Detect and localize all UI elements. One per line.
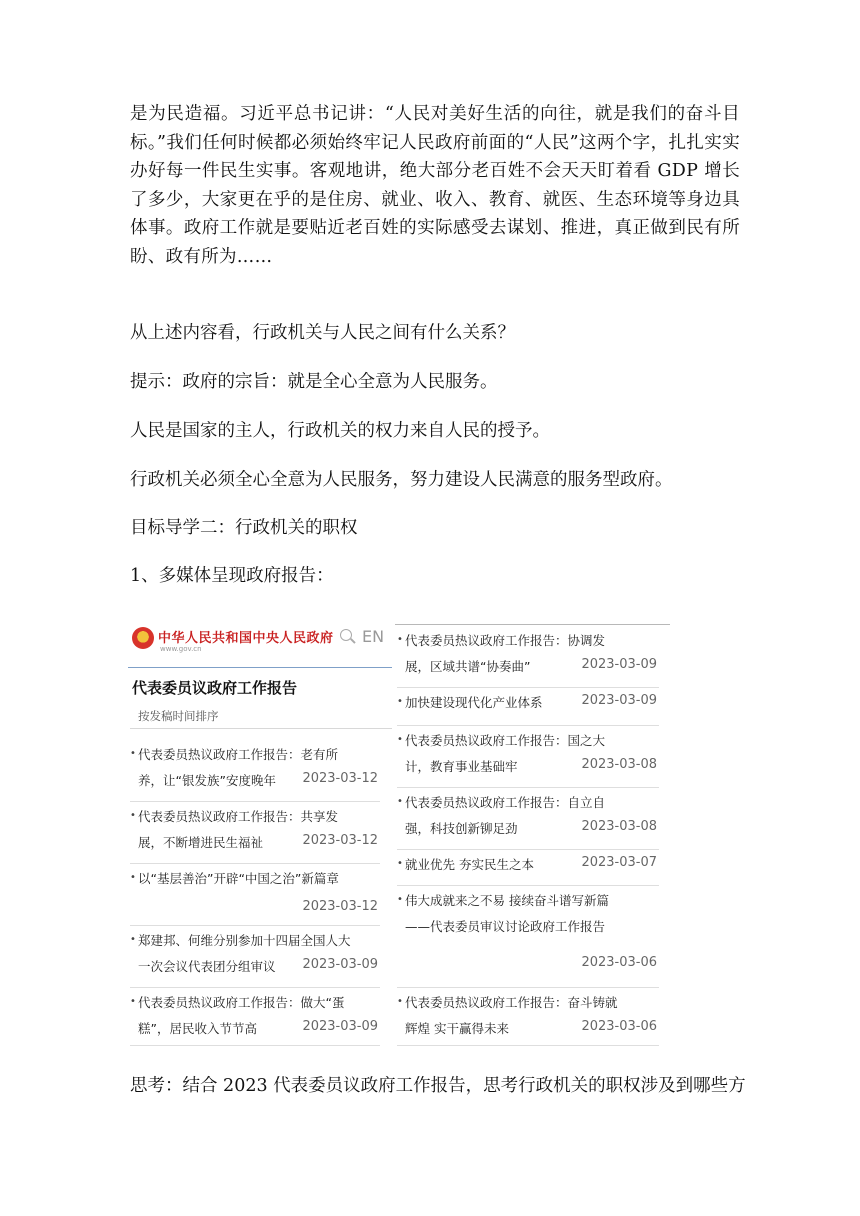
news-title-line1: 代表委员热议政府工作报告：共享发 [138, 809, 339, 824]
news-date: 2023-03-12 [302, 833, 378, 848]
news-title-line1: 就业优先 夯实民生之本 [405, 857, 534, 872]
news-title-line1: 代表委员热议政府工作报告：国之大 [405, 733, 606, 748]
news-title-line2: 强，科技创新铆足劲 [405, 821, 518, 836]
search-icon[interactable] [340, 629, 352, 641]
sort-label[interactable]: 按发稿时间排序 [138, 709, 219, 723]
news-date: 2023-03-08 [581, 819, 657, 834]
divider [130, 728, 392, 729]
news-title-line1: 伟大成就来之不易 接续奋斗谱写新篇 [405, 893, 609, 908]
news-item[interactable] [397, 993, 659, 1046]
news-date: 2023-03-09 [302, 1019, 378, 1034]
news-title-line1: 郑建邦、何维分别参加十四届全国人大 [138, 933, 351, 948]
bullet-icon: • [130, 934, 136, 945]
news-item[interactable] [130, 869, 380, 926]
bullet-icon: • [130, 810, 136, 821]
page-title: 代表委员议政府工作报告 [132, 679, 298, 697]
site-name[interactable]: 中华人民共和国中央人民政府 [158, 631, 334, 646]
item-multimedia-report: 1、多媒体呈现政府报告： [130, 566, 334, 586]
news-item[interactable] [130, 745, 380, 802]
news-date: 2023-03-06 [581, 1019, 657, 1034]
news-title-line2: ——代表委员审议讨论政府工作报告 [405, 919, 606, 934]
screenshot-right-column [395, 607, 670, 1047]
news-title-line1: 代表委员热议政府工作报告：老有所 [138, 747, 339, 762]
news-date: 2023-03-09 [302, 957, 378, 972]
news-item[interactable] [130, 807, 380, 864]
language-toggle[interactable]: EN [362, 627, 385, 646]
closing-question: 思考：结合 2023 代表委员议政府工作报告，思考行政机关的职权涉及到哪些方 [130, 1076, 746, 1096]
news-title-line1: 代表委员热议政府工作报告：协调发 [405, 633, 606, 648]
news-title-line2: 计，教育事业基础牢 [405, 759, 518, 774]
news-title-line1: 代表委员热议政府工作报告：奋斗铸就 [405, 995, 618, 1010]
news-title-line1: 以“基层善治”开辟“中国之治”新篇章 [138, 871, 339, 886]
question-text: 从上述内容看，行政机关与人民之间有什么关系？ [130, 323, 515, 343]
site-url: www.gov.cn [160, 645, 202, 653]
news-title-line2: 展，不断增进民生福祉 [138, 835, 264, 850]
news-date: 2023-03-08 [581, 757, 657, 772]
news-title-line2: 展，区域共谱“协奏曲” [405, 659, 531, 674]
news-item[interactable] [130, 993, 380, 1046]
intro-paragraph: 是为民造福。习近平总书记讲：“人民对美好生活的向往，就是我们的奋斗目标。”我们任何时候都必须始终牢记人民政府前面的“人民”这两个字，扎扎实实办好每一件民生实事。客观地讲，绝大部分老百姓不会天天盯着看 GDP 增长了多少，大家更在乎的是住房、就业、收入、教育、就医、生态环境等身边具体事。政府工作就是要贴近老百姓的实际感受去谋划、推进，真正做到民有所盼、政有所为…… [130, 104, 740, 267]
point-serve-people: 行政机关必须全心全意为人民服务，努力建设人民满意的服务型政府。 [130, 470, 673, 490]
bullet-icon: • [130, 872, 136, 883]
bullet-icon: • [397, 996, 403, 1007]
news-date: 2023-03-12 [302, 771, 378, 786]
hint-text: 提示：政府的宗旨：就是全心全意为人民服务。 [130, 372, 498, 392]
bullet-icon: • [397, 734, 403, 745]
news-title-line2: 糕”，居民收入节节高 [138, 1021, 257, 1036]
bullet-icon: • [130, 996, 136, 1007]
divider [395, 624, 670, 625]
news-date: 2023-03-09 [581, 693, 657, 708]
news-item[interactable] [397, 731, 659, 788]
news-title-line2: 辉煌 实干赢得未来 [405, 1021, 509, 1036]
point-people-masters: 人民是国家的主人，行政机关的权力来自人民的授予。 [130, 421, 550, 441]
news-date: 2023-03-09 [581, 657, 657, 672]
section-heading: 目标导学二：行政机关的职权 [130, 518, 358, 538]
news-title-line1: 代表委员热议政府工作报告：自立自 [405, 795, 606, 810]
news-item[interactable] [130, 931, 380, 988]
site-header [128, 621, 392, 668]
news-item[interactable] [397, 855, 659, 886]
screenshot-left-column [128, 607, 392, 1047]
news-date: 2023-03-12 [302, 899, 378, 914]
news-date: 2023-03-06 [581, 955, 657, 970]
news-title-line1: 加快建设现代化产业体系 [405, 695, 543, 710]
news-title-line1: 代表委员热议政府工作报告：做大“蛋 [138, 995, 345, 1010]
bullet-icon: • [397, 796, 403, 807]
gov-report-screenshot [128, 607, 670, 1047]
bullet-icon: • [397, 634, 403, 645]
bullet-icon: • [397, 696, 403, 707]
bullet-icon: • [130, 748, 136, 759]
news-title-line2: 养，让“银发族”安度晚年 [138, 773, 276, 788]
news-date: 2023-03-07 [581, 855, 657, 870]
news-item[interactable] [397, 891, 659, 988]
bullet-icon: • [397, 858, 403, 869]
news-item[interactable] [397, 793, 659, 850]
news-item[interactable] [397, 631, 659, 688]
news-title-line2: 一次会议代表团分组审议 [138, 959, 276, 974]
news-item[interactable] [397, 693, 659, 726]
bullet-icon: • [397, 894, 403, 905]
national-emblem-icon [132, 627, 154, 649]
